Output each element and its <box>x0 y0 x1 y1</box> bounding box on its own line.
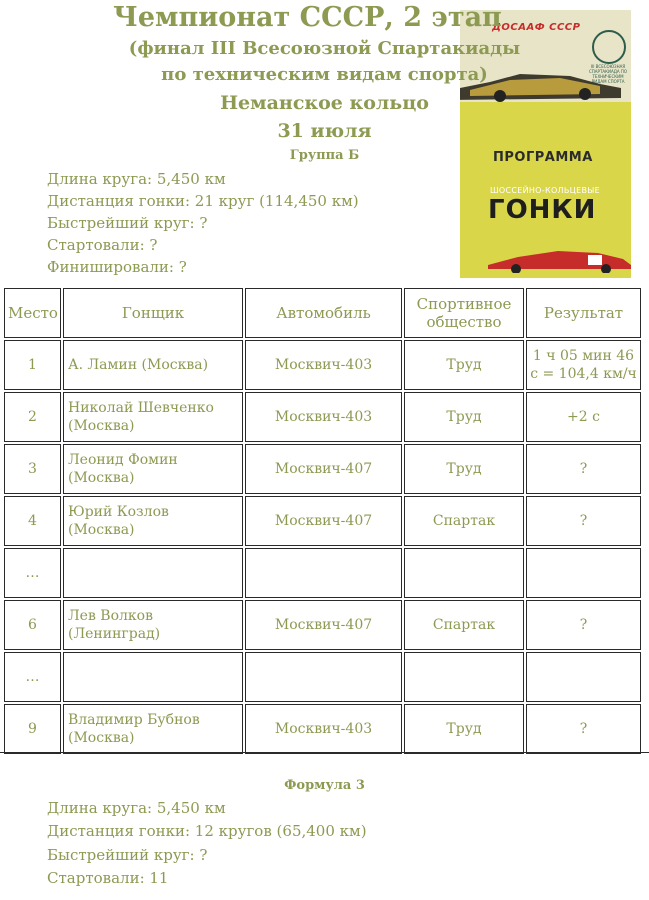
info-finishers: Финишировали: ? <box>47 258 187 276</box>
cell-driver: Владимир Бубнов (Москва) <box>63 704 243 754</box>
table-row <box>4 600 641 650</box>
cell-result: ? <box>526 600 641 650</box>
table-row <box>4 340 641 390</box>
cell-car: Москвич-403 <box>245 340 402 390</box>
cell-driver: А. Ламин (Москва) <box>63 340 243 390</box>
cell-society <box>404 652 524 702</box>
cell-car: Москвич-407 <box>245 600 402 650</box>
table-row <box>4 704 641 754</box>
poster-org-label: ДОСААФ СССР <box>492 22 581 33</box>
info-distance: Дистанция гонки: 21 круг (114,450 км) <box>47 192 359 210</box>
cell-driver: Лев Волков (Ленинград) <box>63 600 243 650</box>
race-car-icon <box>488 245 631 273</box>
header-place: Место <box>4 288 61 338</box>
table-row <box>4 392 641 442</box>
info-lap-length: Длина круга: 5,450 км <box>47 170 226 188</box>
cell-society: Спартак <box>404 496 524 546</box>
info-starters: Стартовали: ? <box>47 236 158 254</box>
page-subtitle-line1: (финал III Всесоюзной Спартакиады <box>128 38 521 59</box>
cell-place: 3 <box>4 444 61 494</box>
header-driver: Гонщик <box>63 288 243 338</box>
table-row <box>4 548 641 598</box>
page-title: Чемпионат СССР, 2 этап <box>113 2 502 33</box>
date-heading: 31 июля <box>277 120 372 142</box>
table-row <box>4 444 641 494</box>
cell-driver: Николай Шевченко (Москва) <box>63 392 243 442</box>
group-heading: Группа Б <box>289 148 360 163</box>
f3-distance: Дистанция гонки: 12 кругов (65,400 км) <box>47 822 367 840</box>
cell-society: Труд <box>404 340 524 390</box>
page-subtitle-line2: по техническим видам спорта) <box>161 64 488 85</box>
cell-society: Труд <box>404 444 524 494</box>
cell-car: Москвич-407 <box>245 496 402 546</box>
cell-car: Москвич-407 <box>245 444 402 494</box>
cell-society: Спартак <box>404 600 524 650</box>
cell-car: Москвич-403 <box>245 392 402 442</box>
cell-driver <box>63 652 243 702</box>
cell-result: ? <box>526 496 641 546</box>
poster-sub-label: ШОССЕЙНО-КОЛЬЦЕВЫЕ <box>490 186 601 195</box>
f3-starters: Стартовали: 11 <box>47 869 169 887</box>
cell-place: … <box>4 548 61 598</box>
cell-car <box>245 652 402 702</box>
poster-emblem-text: III ВСЕСОЮЗНАЯ СПАРТАКИАДА ПО ТЕХНИЧЕСКИМ ВИДАМ СПОРТА <box>589 64 627 84</box>
poster-program-label: ПРОГРАММА <box>493 150 593 165</box>
table-row <box>4 652 641 702</box>
header-car: Автомобиль <box>245 288 402 338</box>
cell-place: … <box>4 652 61 702</box>
formula3-heading: Формула 3 <box>284 778 365 793</box>
cell-driver: Юрий Козлов (Москва) <box>63 496 243 546</box>
cell-place: 9 <box>4 704 61 754</box>
cell-result: ? <box>526 704 641 754</box>
cell-place: 1 <box>4 340 61 390</box>
cell-place: 6 <box>4 600 61 650</box>
cell-place: 2 <box>4 392 61 442</box>
results-table <box>2 286 643 756</box>
table-row <box>4 496 641 546</box>
cell-result: 1 ч 05 мин 46 с = 104,4 км/ч <box>526 340 641 390</box>
poster-title: ГОНКИ <box>488 195 597 225</box>
table-header-row <box>4 288 641 338</box>
cell-society <box>404 548 524 598</box>
f3-lap-length: Длина круга: 5,450 км <box>47 799 226 817</box>
cell-driver <box>63 548 243 598</box>
info-fastest-lap: Быстрейший круг: ? <box>47 214 208 232</box>
cell-result <box>526 652 641 702</box>
cell-driver: Леонид Фомин (Москва) <box>63 444 243 494</box>
cell-place: 4 <box>4 496 61 546</box>
cell-result: +2 с <box>526 392 641 442</box>
cell-society: Труд <box>404 392 524 442</box>
venue-heading: Неманское кольцо <box>220 92 429 114</box>
table-bottom-rule <box>0 752 649 753</box>
cell-result <box>526 548 641 598</box>
cell-society: Труд <box>404 704 524 754</box>
header-result: Результат <box>526 288 641 338</box>
cell-result: ? <box>526 444 641 494</box>
f3-fastest-lap: Быстрейший круг: ? <box>47 846 208 864</box>
header-society: Спортивное общество <box>404 288 524 338</box>
cell-car <box>245 548 402 598</box>
cell-car: Москвич-403 <box>245 704 402 754</box>
